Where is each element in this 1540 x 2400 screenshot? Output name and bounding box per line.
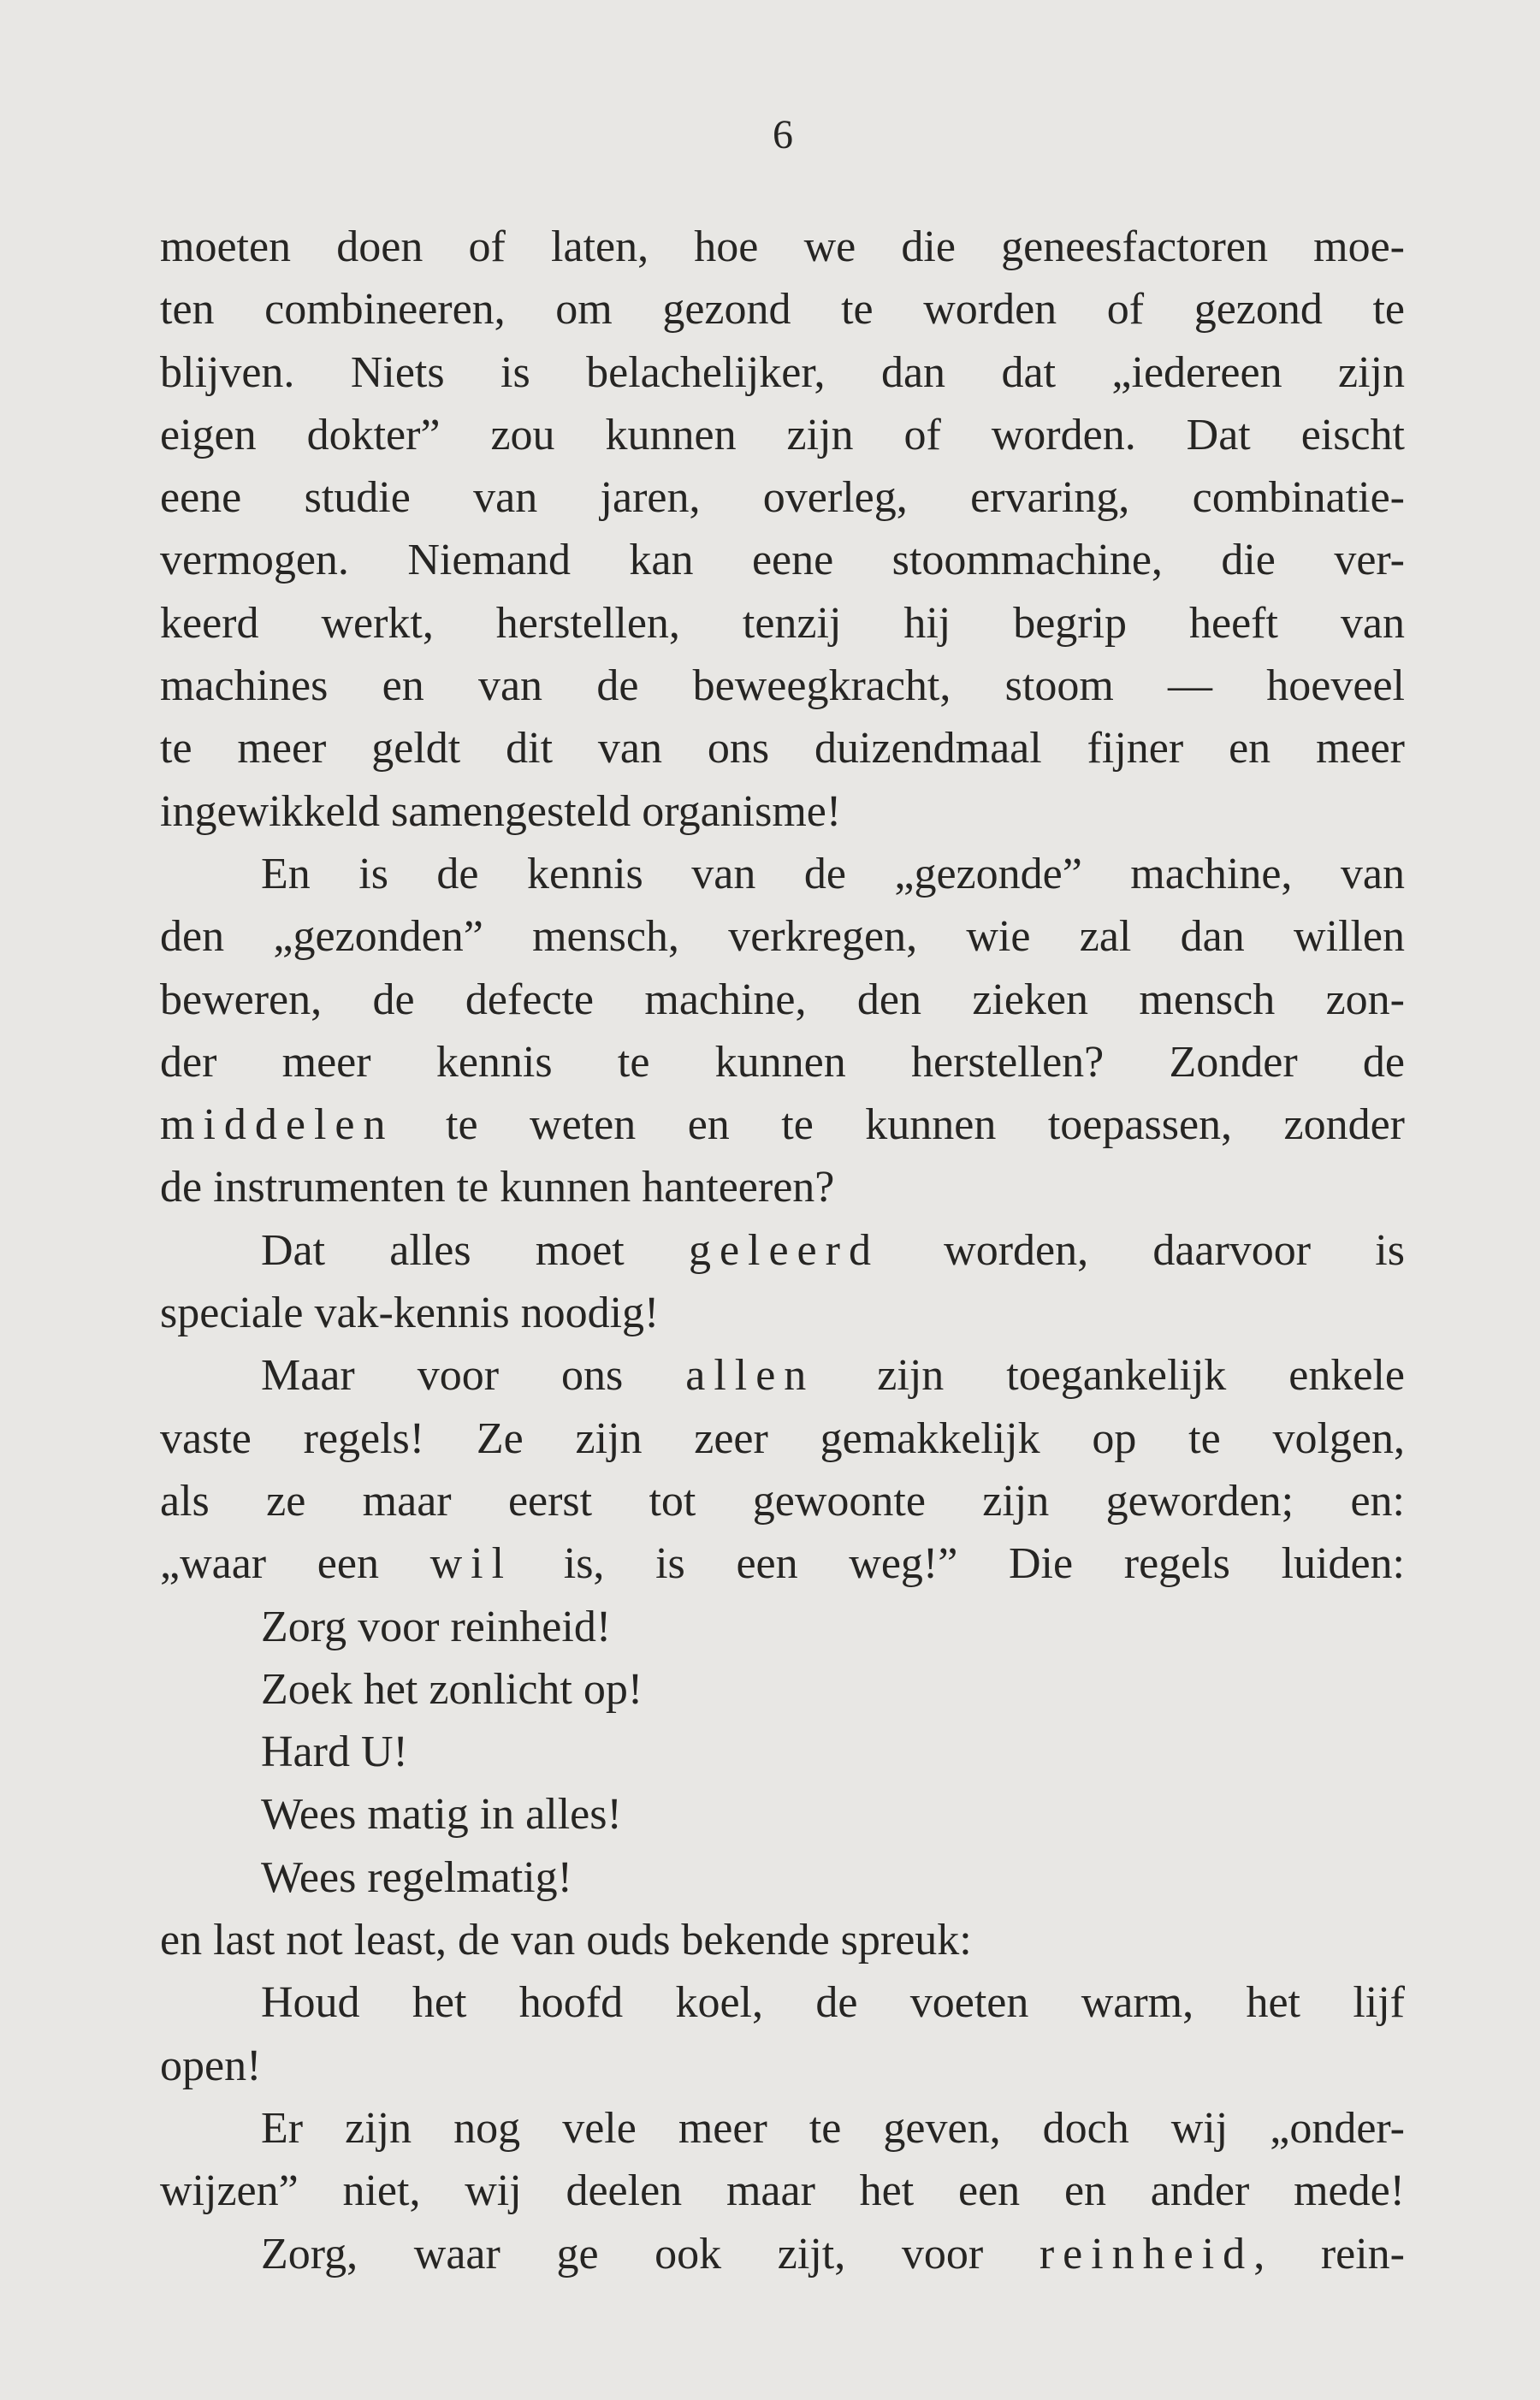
text-line: vaste regels! Ze zijn zeer gemakkelijk op te volgen, <box>160 1413 1405 1463</box>
text-line: te meer geldt dit van ons duizendmaal fijner en meer <box>160 724 1405 773</box>
text-line: ten combineeren, om gezond te worden of gezond te <box>160 285 1405 335</box>
text-line: de instrumenten te kunnen hanteeren? <box>160 1163 835 1212</box>
text-line: speciale vak-kennis noodig! <box>160 1289 660 1338</box>
rule-line: Hard U! <box>261 1727 408 1777</box>
text-line: en last not least, de van ouds bekende spreuk: <box>160 1916 972 1965</box>
text-line: als ze maar eerst tot gewoonte zijn geworden; en: <box>160 1476 1405 1526</box>
text-line: wijzen” niet, wij deelen maar het een en ander mede! <box>160 2166 1405 2216</box>
text-line: Er zijn nog vele meer te geven, doch wij „onder- <box>261 2103 1405 2153</box>
text-line: moeten doen of laten, hoe we die geneesfactoren moe- <box>160 222 1405 271</box>
text-line: keerd werkt, herstellen, tenzij hij begrip heeft van <box>160 598 1405 648</box>
text-line: middelen te weten en te kunnen toepassen, zonder <box>160 1100 1405 1150</box>
text-line: eene studie van jaren, overleg, ervaring, combinatie- <box>160 473 1405 523</box>
text-line: „waar een wil is, is een weg!” Die regels luiden: <box>160 1539 1405 1589</box>
body-text <box>160 216 1405 2285</box>
emphasized-word: middelen <box>160 1100 394 1150</box>
page-number: 6 <box>773 112 793 157</box>
rule-line: Zoek het zonlicht op! <box>261 1664 643 1714</box>
rule-line: Wees matig in alles! <box>261 1790 622 1840</box>
emphasized-word: allen <box>685 1351 815 1401</box>
text-line: machines en van de beweegkracht, stoom — hoeveel <box>160 661 1405 711</box>
text-line: Zorg, waar ge ook zijt, voor reinheid, rein- <box>261 2229 1405 2279</box>
text-line: Maar voor ons allen zijn toegankelijk enkele <box>261 1351 1405 1401</box>
emphasized-word: reinheid <box>1039 2229 1254 2279</box>
emphasized-word: geleerd <box>688 1225 880 1275</box>
text-line: Houd het hoofd koel, de voeten warm, het lijf <box>261 1978 1405 2028</box>
text-line: open! <box>160 2041 262 2090</box>
text-line: En is de kennis van de „gezonde” machine, van <box>261 849 1405 898</box>
rule-line: Zorg voor reinheid! <box>261 1602 612 1651</box>
text-line: eigen dokter” zou kunnen zijn of worden. Dat eischt <box>160 410 1405 459</box>
text-line: der meer kennis te kunnen herstellen? Zonder de <box>160 1037 1405 1087</box>
rule-line: Wees regelmatig! <box>261 1852 572 1902</box>
text-line: ingewikkeld samengesteld organisme! <box>160 786 842 836</box>
text-line: vermogen. Niemand kan eene stoommachine, die ver- <box>160 536 1405 585</box>
text-line: Dat alles moet geleerd worden, daarvoor is <box>261 1225 1405 1275</box>
emphasized-word: wil <box>429 1539 513 1589</box>
text-line: beweren, de defecte machine, den zieken mensch zon- <box>160 975 1405 1024</box>
text-line: den „gezonden” mensch, verkregen, wie zal dan willen <box>160 912 1405 962</box>
text-line: blijven. Niets is belachelijker, dan dat „iedereen zijn <box>160 347 1405 397</box>
